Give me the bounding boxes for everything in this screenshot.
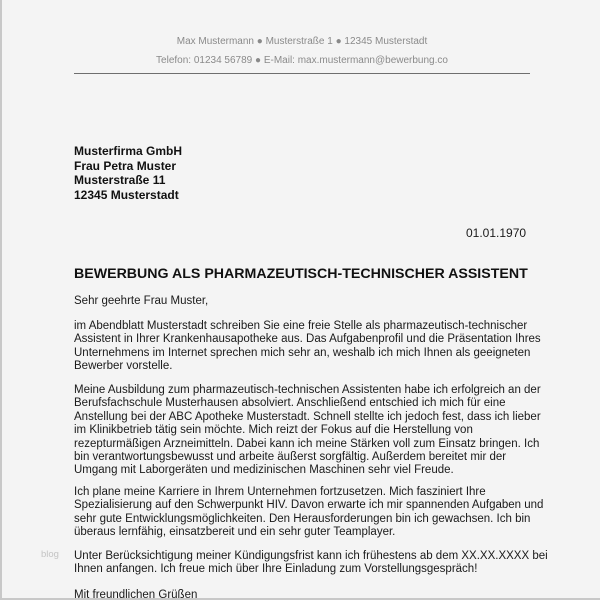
paragraph-availability xyxy=(74,550,548,577)
paragraph-line: Unter Berücksichtigung meiner Kündigungsfrist kann ich frühestens ab dem XX.XX.XXXX bei xyxy=(74,550,548,562)
paragraph-line: Meine Ausbildung zum pharmazeutisch-technischen Assistenten habe ich erfolgreich an der xyxy=(74,384,541,396)
paragraph-line: Assistent in Ihrer Krankenhausapotheke aus. Das Aufgabenprofil und die Präsentation Ihres xyxy=(74,333,541,346)
paragraph-line: Unternehmens im Internet sprechen mich sehr an, weshalb ich mich Ihnen als geeigneten xyxy=(74,346,531,359)
paragraph-education xyxy=(74,384,544,478)
watermark-text: blog xyxy=(41,549,59,560)
letter-subject: BEWERBUNG ALS PHARMAZEUTISCH-TECHNISCHER ASSISTENT xyxy=(74,266,528,282)
recipient-company: Musterfirma GmbH xyxy=(74,144,183,158)
paragraph-line: Ich plane meine Karriere in Ihrem Unternehmen fortzusetzen. Mich fasziniert Ihre xyxy=(74,486,486,498)
paragraph-line: Spezialisierung auf den Schwerpunkt HIV. Davon erwarte ich mir spannenden Aufgaben und xyxy=(74,499,544,512)
paragraph-line: Umgang mit Laborgeräten und medizinischen Maschinen sehr viel Freude. xyxy=(74,464,454,477)
recipient-street: Musterstraße 11 xyxy=(74,173,166,187)
paragraph-line: im Abendblatt Musterstadt schreiben Sie eine freie Stelle als pharmazeutisch-technischer xyxy=(74,320,528,332)
header-divider xyxy=(74,73,530,74)
paragraph-career xyxy=(74,486,544,540)
paragraph-line: Bewerber vorstelle. xyxy=(74,360,173,373)
salutation: Sehr geehrte Frau Muster, xyxy=(74,295,209,307)
paragraph-line: überaus lernfähig, einsatzbereit und ein sehr guter Teamplayer. xyxy=(74,526,396,539)
letter-date: 01.01.1970 xyxy=(466,226,527,240)
paragraph-line: im Klinikbetrieb tätig sein möchte. Mich reizt der Fokus auf die Herstellung von xyxy=(74,424,473,437)
closing-greeting: Mit freundlichen Grüßen xyxy=(74,589,198,600)
recipient-address-block xyxy=(74,144,182,202)
sender-address-line: Max Mustermann ● Musterstraße 1 ● 12345 Musterstadt xyxy=(176,36,428,47)
recipient-name: Frau Petra Muster xyxy=(74,158,177,173)
paragraph-intro xyxy=(74,320,544,374)
paragraph-line: Ihnen anfangen. Ich freue mich über Ihre Einladung zum Vorstellungsgespräch! xyxy=(74,563,478,576)
recipient-city: 12345 Musterstadt xyxy=(74,187,179,202)
paragraph-line: Anstellung bei der ABC Apotheke Musterstadt. Schnell stellte ich jedoch fest, dass ich lieber xyxy=(74,410,541,423)
paragraph-line: Berufsfachschule Musterhausen absolviert. Anschließend entschied ich mich für eine xyxy=(74,397,506,410)
paragraph-line: sehr gute Entwicklungsmöglichkeiten. Den Herausforderungen bin ich gewachsen. Ich bin xyxy=(74,512,531,525)
paragraph-line: rezepturmäßigen Arzneimitteln. Dabei kann ich meine Stärken voll zum Einsatz bringen. Ich xyxy=(74,437,540,450)
paragraph-line: bin verantwortungsbewusst und arbeite äußerst sorgfältig. Außerdem bereitet mir der xyxy=(74,451,507,464)
sender-contact-line: Telefon: 01234 56789 ● E-Mail: max.mustermann@bewerbung.co xyxy=(156,55,448,66)
